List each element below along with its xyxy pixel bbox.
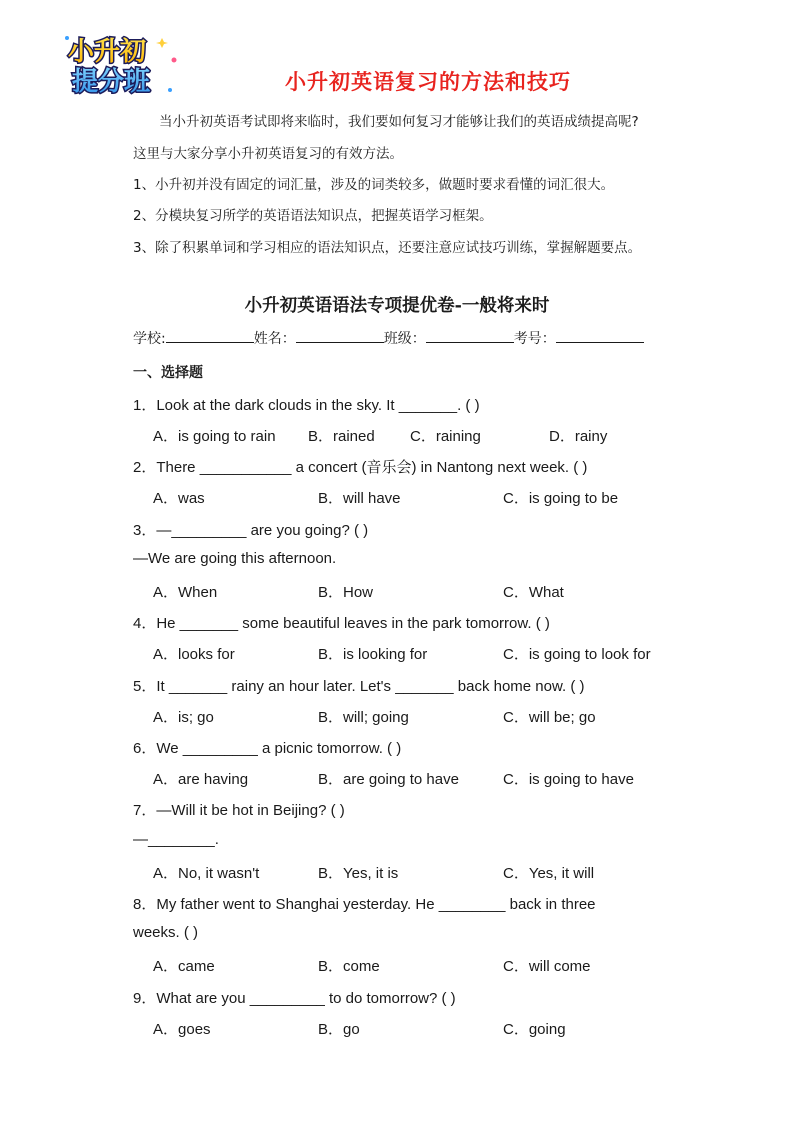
q2-option-b: B．will have: [318, 490, 401, 507]
intro-paragraph-1: 当小升初英语考试即将来临时，我们要如何复习才能够让我们的英语成绩提高呢?: [159, 114, 639, 130]
question-2: 2．There ___________ a concert (音乐会) in Nantong next week. ( ): [133, 459, 588, 476]
student-info-row: [133, 328, 644, 348]
q4-option-b: B．is looking for: [318, 646, 428, 663]
q6-option-a: A．are having: [153, 771, 249, 788]
exam-no-blank[interactable]: [556, 328, 644, 343]
q1-option-c: C．raining: [410, 428, 481, 445]
q1-option-b: B．rained: [308, 428, 375, 445]
q7-option-c: C．Yes, it will: [503, 865, 595, 882]
question-3-reply: —We are going this afternoon.: [133, 550, 337, 567]
school-blank[interactable]: [166, 328, 254, 343]
intro-point-3: 3、除了积累单词和学习相应的语法知识点，还要注意应试技巧训练，掌握解题要点。: [133, 240, 642, 256]
q7-option-b: B．Yes, it is: [318, 865, 399, 882]
q5-option-c: C．will be; go: [503, 709, 596, 726]
q9-option-b: B．go: [318, 1021, 360, 1038]
intro-point-2: 2、分模块复习所学的英语语法知识点，把握英语学习框架。: [133, 208, 493, 224]
q9-option-c: C．going: [503, 1021, 566, 1038]
logo-line2: 提分班: [72, 67, 151, 97]
q3-option-b: B．How: [318, 584, 374, 601]
q6-option-b: B．are going to have: [318, 771, 459, 788]
question-8: 8．My father went to Shanghai yesterday. He ________ back in three: [133, 896, 596, 913]
question-8-continued: weeks. ( ): [133, 924, 199, 941]
logo-line1: 小升初: [68, 37, 147, 67]
question-5: 5．It _______ rainy an hour later. Let's _______ back home now. ( ): [133, 678, 585, 695]
intro-paragraph-2: 这里与大家分享小升初英语复习的有效方法。: [133, 146, 403, 162]
question-4: 4．He _______ some beautiful leaves in the park tomorrow. ( ): [133, 615, 550, 632]
q8-option-c: C．will come: [503, 958, 591, 975]
q2-option-c: C．is going to be: [503, 490, 619, 507]
q1-option-d: D．rainy: [549, 428, 608, 445]
q9-option-a: A．goes: [153, 1021, 211, 1038]
q3-option-a: A．When: [153, 584, 218, 601]
q7-option-a: A．No, it wasn't: [153, 865, 260, 882]
q4-option-c: C．is going to look for: [503, 646, 651, 663]
class-blank[interactable]: [426, 328, 514, 343]
page-title: 小升初英语复习的方法和技巧: [285, 70, 571, 94]
q3-option-c: C．What: [503, 584, 564, 601]
school-label: 学校:: [133, 331, 166, 347]
class-label: 班级：: [383, 331, 426, 347]
question-7-reply: —________.: [133, 831, 219, 848]
q1-option-a: A．is going to rain: [153, 428, 276, 445]
question-3: 3．—_________ are you going? ( ): [133, 522, 369, 539]
name-label: 姓名：: [253, 331, 296, 347]
exam-no-label: 考号：: [513, 331, 556, 347]
intro-point-1: 1、小升初并没有固定的词汇量，涉及的词类较多，做题时要求看懂的词汇很大。: [133, 177, 615, 193]
name-blank[interactable]: [296, 328, 384, 343]
q5-option-b: B．will; going: [318, 709, 409, 726]
q2-option-a: A．was: [153, 490, 205, 507]
question-6: 6．We _________ a picnic tomorrow. ( ): [133, 740, 402, 757]
question-1: 1．Look at the dark clouds in the sky. It _______. ( ): [133, 397, 480, 414]
q6-option-c: C．is going to have: [503, 771, 634, 788]
part-title: 一、选择题: [133, 365, 203, 381]
q5-option-a: A．is; go: [153, 709, 214, 726]
section-title: 小升初英语语法专项提优卷-一般将来时: [244, 296, 550, 316]
question-7: 7．—Will it be hot in Beijing? ( ): [133, 802, 345, 819]
q8-option-b: B．come: [318, 958, 380, 975]
q4-option-a: A．looks for: [153, 646, 235, 663]
question-9: 9．What are you _________ to do tomorrow? ( ): [133, 990, 456, 1007]
q8-option-a: A．came: [153, 958, 215, 975]
